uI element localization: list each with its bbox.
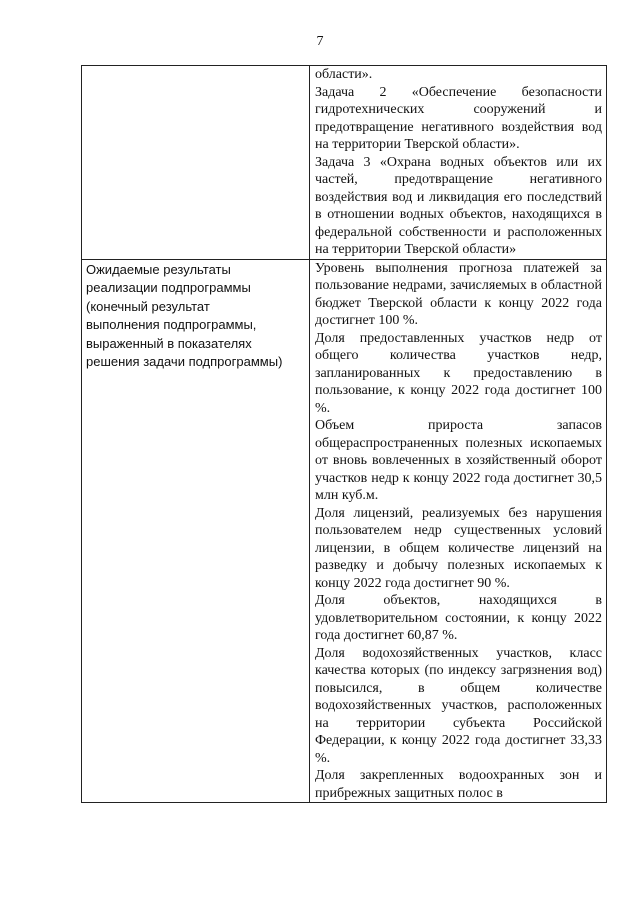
table-cell-label-empty xyxy=(82,66,310,260)
label-line: решения задачи подпрограммы) xyxy=(86,354,283,369)
paragraph-tasks-continued: области». xyxy=(315,67,373,82)
label-line: (конечный результат xyxy=(86,298,210,314)
paragraph-result-subsoil-plots: Доля предоставленных участков недр от общего количества участков недр, запланированных к предоставлению в пользование, к концу 2022 года достигнет 100 %. xyxy=(315,330,602,416)
paragraph-result-reserves: Объем прироста запасов общераспространенных полезных ископаемых от вновь вовлеченных в хозяйственный оборот участков недр к концу 2022 года достигнет 30,5 млн куб.м. xyxy=(315,418,602,503)
page-number: 7 xyxy=(316,34,324,49)
paragraph-result-licenses: Доля лицензий, реализуемых без нарушения пользователем недр существенных условий лицензии, в общем количестве лицензий на разведку и добычу полезных ископаемых к концу 2022 года достигнет 90 %. xyxy=(315,505,602,591)
paragraph-result-objects: Доля объектов, находящихся в удовлетворительном состоянии, к концу 2022 года достигнет 60,87 %. xyxy=(315,593,602,643)
paragraph-result-protection-zones: Доля закрепленных водоохранных зон и прибрежных защитных полос в xyxy=(315,768,602,801)
table-cell-expected-results xyxy=(310,259,607,803)
subprogram-table xyxy=(81,65,607,803)
label-line: выполнения подпрограммы, xyxy=(86,317,257,332)
paragraph-result-payments: Уровень выполнения прогноза платежей за пользование недрами, зачисляемых в областной бюджет Тверской области к концу 2022 года достигнет 100 %. xyxy=(315,260,602,328)
paragraph-task-2: Задача 2 «Обеспечение безопасности гидротехнических сооружений и предотвращение негативного воздействия вод на территории Тверской области». xyxy=(315,84,602,152)
paragraph-task-3: Задача 3 «Охрана водных объектов или их частей, предотвращение негативного воздействия вод и ликвидация его последствий в отношении водных объектов, находящихся в федеральной собственности и расположенных на территории Тверской области» xyxy=(315,154,602,257)
label-line: выраженный в показателях xyxy=(86,335,252,351)
label-line: реализации подпрограммы xyxy=(86,280,251,295)
table-row-expected-results xyxy=(82,259,607,803)
table-cell-tasks xyxy=(310,66,607,260)
paragraph-result-water-quality: Доля водохозяйственных участков, класс качества которых (по индексу загрязнения вод) повысился, в общем количестве водохозяйственных участков, расположенных на территории субъекта Российской Федерации, к концу 2022 года достигнет 33,33 %. xyxy=(315,645,602,766)
table-row-tasks xyxy=(82,66,607,260)
table-cell-label-expected-results xyxy=(82,259,310,803)
label-line: Ожидаемые результаты xyxy=(86,261,231,277)
